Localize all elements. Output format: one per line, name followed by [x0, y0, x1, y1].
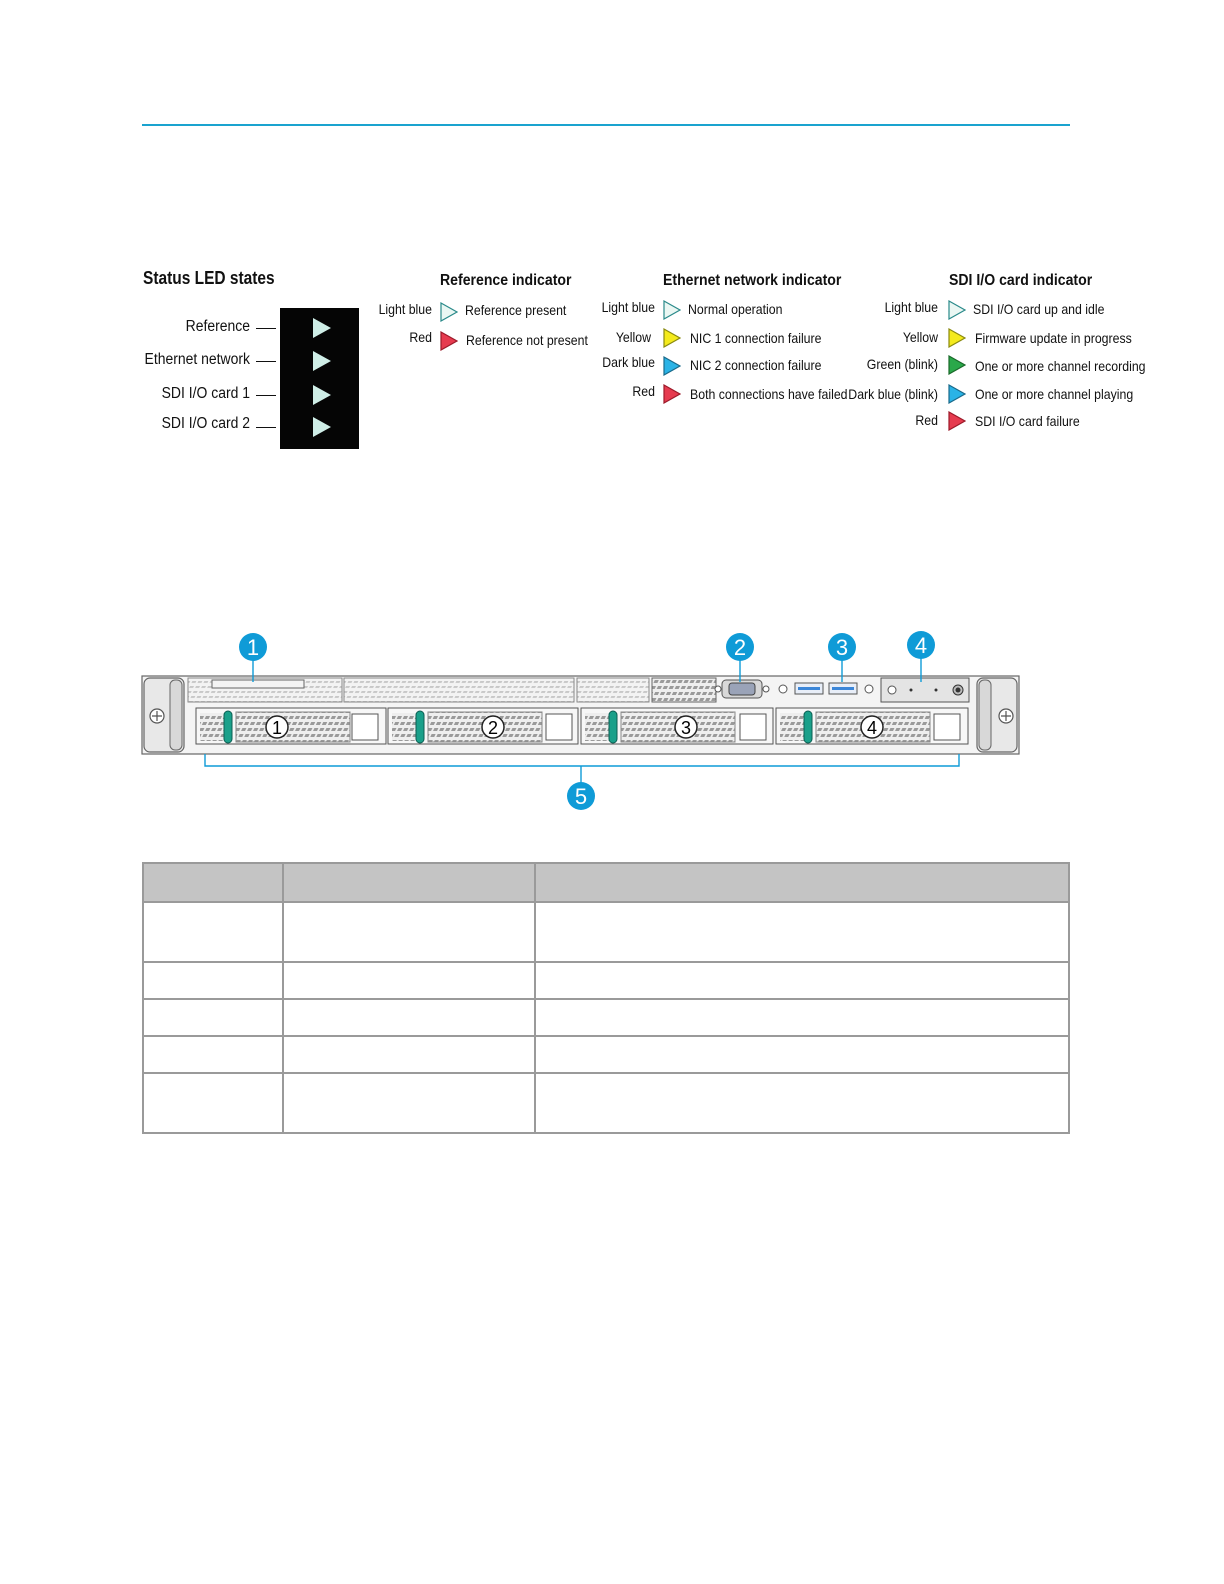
table-row: [143, 1036, 1069, 1073]
triangle-shape: [949, 329, 965, 347]
pull-out-tab: [212, 680, 304, 688]
bay-number-badge: [675, 716, 697, 738]
reference-legend-title: Reference indicator: [440, 272, 572, 289]
triangle-shape: [949, 301, 965, 319]
callout-badge: [828, 633, 856, 661]
legend-color: Yellow: [615, 329, 651, 345]
callout-number: 4: [914, 633, 928, 658]
legend-text: Both connections have failed: [690, 386, 848, 402]
triangle-shape: [664, 357, 680, 375]
green-triangle-icon: [948, 355, 966, 375]
light-blue-triangle-icon: [948, 300, 966, 320]
triangle-shape: [664, 329, 680, 347]
red-triangle-icon: [663, 384, 681, 404]
led-label-ethernet: Ethernet network: [144, 351, 250, 368]
triangle-shape: [664, 385, 680, 403]
ethernet-led-icon: [313, 351, 331, 371]
legend-text: Firmware update in progress: [975, 330, 1132, 346]
legend-text: SDI I/O card failure: [975, 413, 1080, 429]
yellow-triangle-icon: [663, 328, 681, 348]
table-row: [143, 1073, 1069, 1133]
table-row: [143, 962, 1069, 999]
led-label-sdi1: SDI I/O card 1: [161, 385, 250, 402]
legend-color: Light blue: [378, 301, 432, 317]
bay-number-badge: [861, 716, 883, 738]
red-triangle-icon: [440, 331, 458, 351]
table-header-cell: [283, 863, 535, 902]
dark-blue-triangle-icon: [948, 384, 966, 404]
light-blue-triangle-icon: [440, 302, 458, 322]
sdi-legend-title: SDI I/O card indicator: [949, 272, 1093, 289]
table-header-cell: [535, 863, 1069, 902]
yellow-triangle-icon: [948, 328, 966, 348]
legend-color: Light blue: [884, 299, 938, 315]
table-header-row: [143, 863, 1069, 902]
callout-number: 2: [733, 635, 747, 660]
legend-color: Yellow: [902, 329, 938, 345]
legend-text: One or more channel playing: [975, 386, 1134, 402]
table-header-cell: [143, 863, 283, 902]
dark-blue-triangle-icon: [663, 356, 681, 376]
legend-color: Dark blue (blink): [848, 386, 938, 402]
bay-number: 4: [866, 718, 878, 738]
bay-number: 2: [487, 718, 499, 738]
callout-badge: [567, 782, 595, 810]
legend-color: Green (blink): [866, 356, 938, 372]
drive-bay: [196, 708, 386, 744]
callout-badge: [726, 633, 754, 661]
legend-color: Red: [632, 383, 655, 399]
triangle-shape: [441, 303, 457, 321]
led-label-reference: Reference: [185, 318, 250, 335]
legend-color: Dark blue: [602, 354, 655, 370]
reference-led-icon: [313, 318, 331, 338]
ethernet-legend-title: Ethernet network indicator: [663, 272, 842, 289]
bay-number: 1: [271, 718, 283, 738]
callout-number: 3: [835, 635, 849, 660]
legend-text: Normal operation: [688, 301, 783, 317]
legend-text: One or more channel recording: [975, 358, 1146, 374]
triangle-shape: [949, 356, 965, 374]
triangle-shape: [441, 332, 457, 350]
triangle-shape: [664, 301, 680, 319]
legend-text: NIC 1 connection failure: [690, 330, 822, 346]
sdi-card2-led-icon: [313, 417, 331, 437]
table-row: [143, 999, 1069, 1036]
light-blue-triangle-icon: [663, 300, 681, 320]
legend-color: Red: [409, 329, 432, 345]
bay-number-badge: [266, 716, 288, 738]
red-triangle-icon: [948, 411, 966, 431]
sdi-card1-led-icon: [313, 385, 331, 405]
callout-badge: [907, 631, 935, 659]
legend-color: Red: [915, 412, 938, 428]
bay-number: 3: [680, 718, 692, 738]
triangle-shape: [949, 385, 965, 403]
legend-text: SDI I/O card up and idle: [973, 301, 1105, 317]
component-table: [142, 862, 1070, 1134]
callout-number: 5: [574, 784, 588, 809]
legend-text: Reference present: [465, 302, 567, 318]
bay-number-badge: [482, 716, 504, 738]
server-front-illustration: [140, 626, 1026, 816]
legend-color: Light blue: [601, 299, 655, 315]
table-row: [143, 902, 1069, 962]
status-led-title: Status LED states: [143, 268, 275, 288]
callout-badge: [239, 633, 267, 661]
triangle-shape: [949, 412, 965, 430]
legend-text: NIC 2 connection failure: [690, 357, 822, 373]
header-rule: [142, 124, 1070, 126]
led-label-sdi2: SDI I/O card 2: [161, 415, 250, 432]
legend-text: Reference not present: [466, 332, 588, 348]
callout-number: 1: [246, 635, 260, 660]
